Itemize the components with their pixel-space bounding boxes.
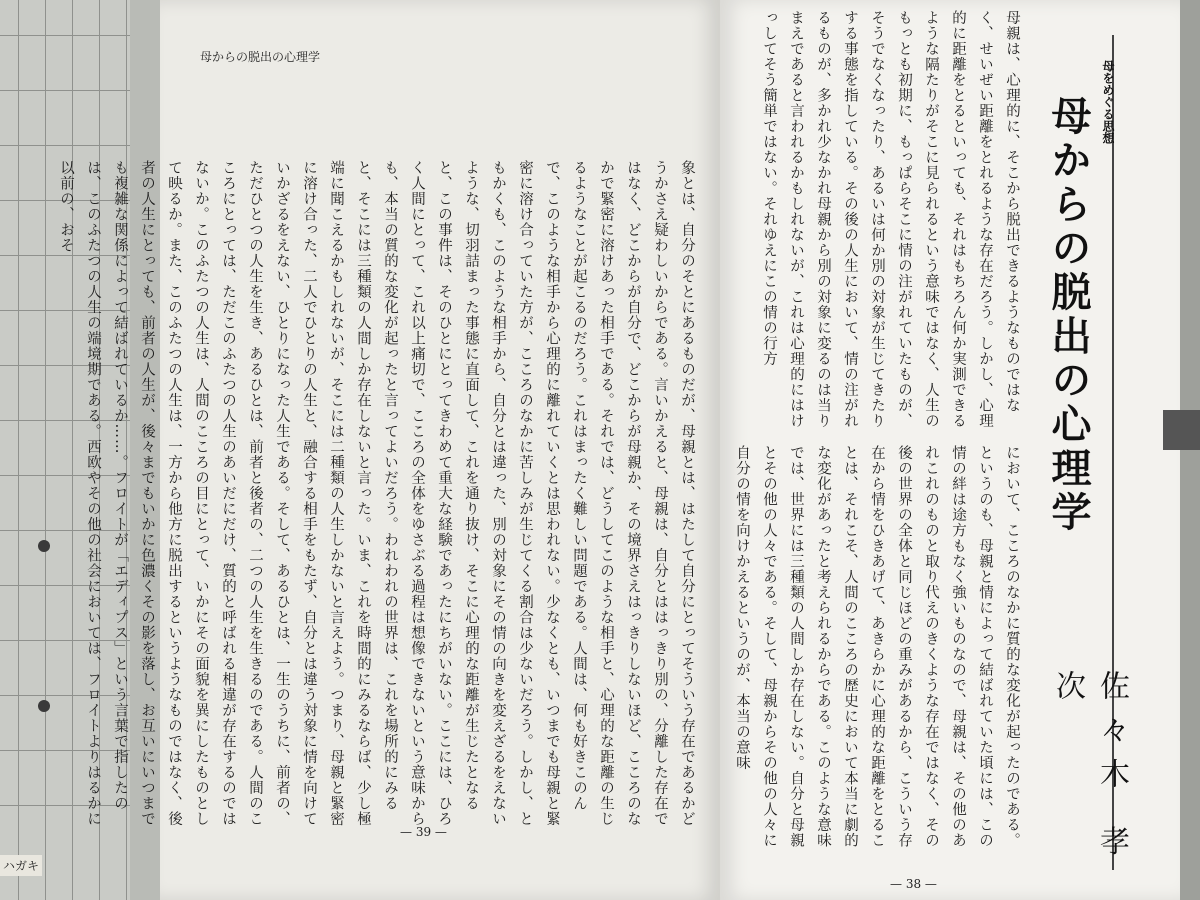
right-page-body-bottom: において、こころのなかに質的な変化が起ったのである。というのも、母親と情によって結ばれていた頃には、この情の絆は途方もなく強いものなので、母親は、その他のあれこれのものと取り代えのきくような存在ではなく、その後の世界の全体と同じほどの重みがあるから、こういう存在から情をひきあげて、あきらかに心理的な距離をとることは、それこそ、人間のこころの歴史において本当に劇的な変化があったと考えられるからである。このような意味では、世界には三種類の人間しか存在しない。自分と母親とその他の人々である。そして、母親からその他の人々に自分の情を向けかえるというのが、本当の意味: [734, 445, 1020, 848]
book-edge: [1180, 0, 1200, 900]
grid-line: [0, 35, 130, 36]
right-page: [720, 0, 1180, 900]
grid-line: [0, 90, 130, 91]
left-page-body: 象とは、自分のそとにあるものだが、母親とは、はたして自分にとってそういう存在であるかどうかさえ疑わしいからである。言いかえると、母親は、自分とははっきり別の、分離した存在ではなく、どこからが自分で、どこからが母親か、その境界さえはっきりしないほど、こころのなかで緊密に溶けあった相手である。それでは、どうしてこのような相手と、心理的な距離の生じるようなことが起こるのだろう。これはまったく難しい問題である。人間は、何も好きこのんで、このような相手から心理的に離れていくとは思われない。少なくとも、いつまでも母親と緊密に溶け合っていた方が、こころのなかに苦しみが生じてくる割合は少ないだろう。しかし、ともかくも、このような相手から、自分とは違った、別の対象にその情の向きを変えざるをえないような、切羽詰まった事態に直面して、これを通り抜け、そこに心理的な距離が生じたとなると、この事件は、そのひとにとってきわめて重大な経験であったにちがいない。ここには、ひろく人間にとって、これ以上痛切で、こころの全体をゆさぶる過程は想像できないという意味からも、本当の質的な変化が起ったと言ってよいだろう。われわれの世界は、これを場所的にみると、そこには三種類の人間しか存在しないと言った。いま、これを時間的にみるならば、少し極端に聞こえるかもしれないが、そこには二種類の人生しかないと言えよう。つまり、母親と緊密に溶け合った、二人でひとりの人生と、融合する相手をもたず、自分とは違う対象に情を向けていかざるをえない、ひとりになった人生である。そして、あるひとは、一生のうちに、前者の、ただひとつの人生を生き、あるひとは、前者と後者の、二つの人生を生きるのである。人間のこころにとっては、ただこのふたつの人生のあいだにだけ、質的と呼ばれる相違が存在するのではないか。このふたつの人生は、人間のこころの目にとって、いかにその面貌を異にしたものとして映るか。また、このふたつの人生は、一方から他方に脱出するというようなものではなく、後者の人生にとっても、前者の人生が、後々までもいかに色濃くその影を落し、お互いにいつまでも複雑な関係によって結ばれているか……。フロイトが「エディプス」という言葉で指したのは、このふたつの人生の端境期である。西欧やその他の社会においては、フロイトよりはるかに以前の、おそ: [58, 160, 695, 827]
mat-hole: [38, 540, 50, 552]
page-number-39: — 39 —: [400, 825, 447, 839]
mat-hole: [38, 700, 50, 712]
running-head: 母からの脱出の心理学: [200, 50, 321, 64]
grid-line: [18, 0, 19, 900]
series-label: 母をめぐる思想: [1101, 60, 1115, 144]
right-page-body-top: 母親は、心理的に、そこから脱出できるようなものではなく、せいぜい距離をとれるような存在だろう。しかし、心理的に距離をとるといっても、それはもちろん何か実測できるような隔たりがそこに見られるという意味ではなく、人生のもっとも初期に、もっぱらそこに情の注がれていたものが、そうでなくなったり、あるいは何か別の対象が生じてきたりする事態を指している。その後の人生において、情の注がれるものが、多かれ少なかれ母親から別の対象に変るのは当りまえであると言われるかもしれないが、これは心理的にはけっしてそう簡単ではない。それゆえにこの情の行方: [761, 10, 1020, 429]
grid-line: [45, 0, 46, 900]
grid-line: [72, 0, 73, 900]
article-title: 母からの脱出の心理学: [1045, 95, 1092, 535]
left-page: [58, 0, 720, 900]
dark-object: [1163, 410, 1200, 450]
grid-line: [0, 145, 130, 146]
author-name: 佐々木 孝次: [1050, 670, 1129, 870]
stamp-label: ハガキ: [0, 855, 42, 876]
page-number-38: — 38 —: [890, 877, 937, 891]
